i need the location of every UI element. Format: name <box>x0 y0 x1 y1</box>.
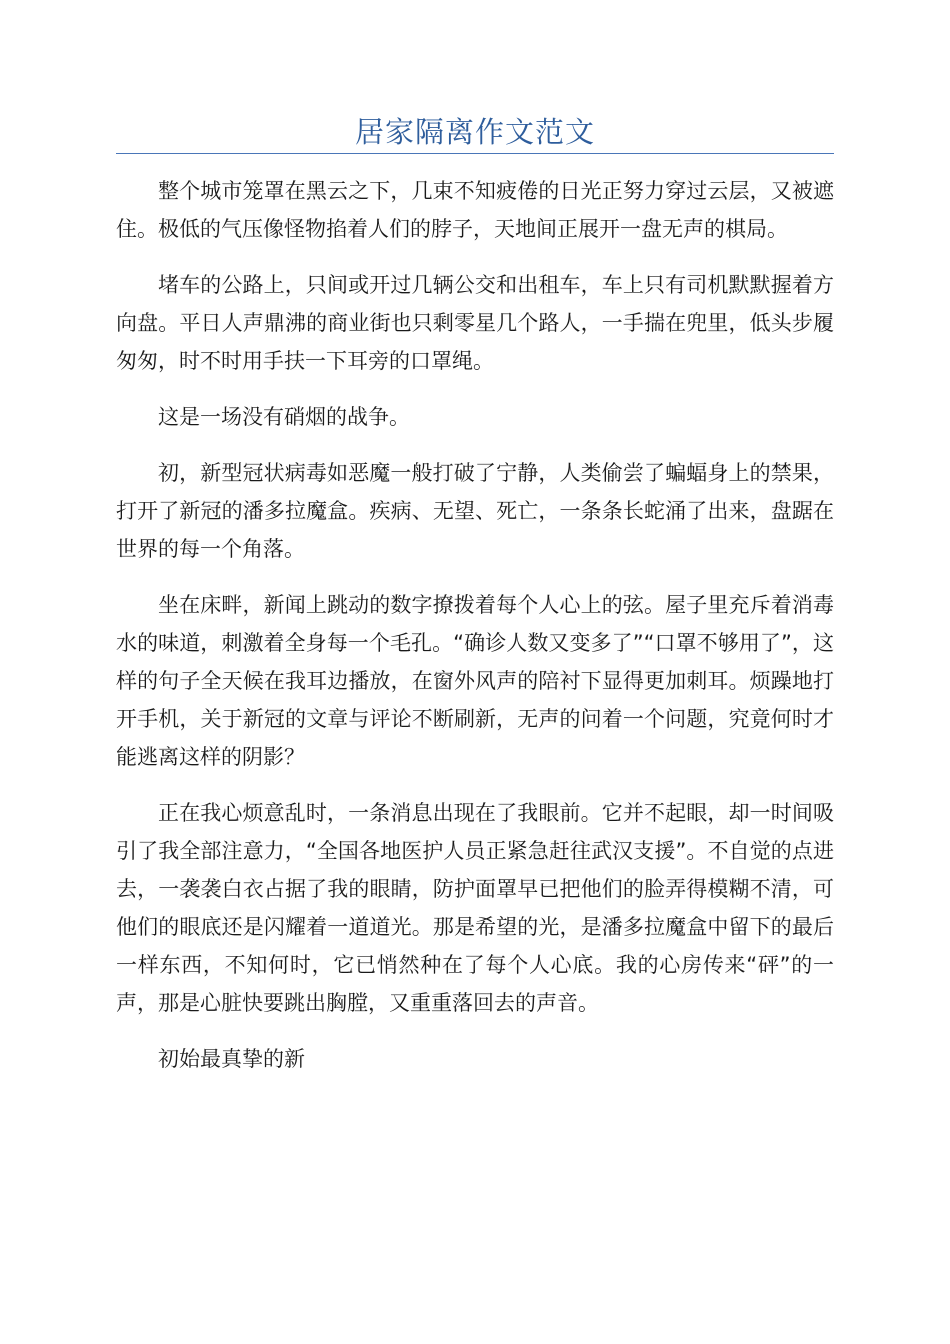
document-title: 居家隔离作文范文 <box>354 115 595 149</box>
paragraph-1: 整个城市笼罩在黑云之下，几束不知疲倦的日光正努力穿过云层，又被遮住。极低的气压像怪物掐着人们的脖子，天地间正展开一盘无声的棋局。 <box>116 179 834 241</box>
paragraph-5: 坐在床畔，新闻上跳动的数字撩拨着每个人心上的弦。屋子里充斥着消毒水的味道，刺激着全身每一个毛孔。“确诊人数又变多了”“口罩不够用了”，这样的句子全天候在我耳边播放，在窗外风声的陪衬下显得更加刺耳。烦躁地打开手机，关于新冠的文章与评论不断刷新，无声的问着一个问题，究竟何时才能逃离这样的阴影？ <box>116 593 834 769</box>
paragraph-3: 这是一场没有硝烟的战争。 <box>158 405 410 429</box>
paragraph-6: 正在我心烦意乱时，一条消息出现在了我眼前。它并不起眼，却一时间吸引了我全部注意力，“全国各地医护人员正紧急赶往武汉支援”。不自觉的点进去，一袭袭白衣占据了我的眼睛，防护面罩早已把他们的脸弄得模糊不清，可他们的眼底还是闪耀着一道道光。那是希望的光，是潘多拉魔盒中留下的最后一样东西，不知何时，它已悄然种在了每个人心底。我的心房传来“砰”的一声，那是心脏快要跳出胸膛，又重重落回去的声音。 <box>116 801 834 1015</box>
paragraph-2: 堵车的公路上，只间或开过几辆公交和出租车，车上只有司机默默握着方向盘。平日人声鼎沸的商业街也只剩零星几个路人，一手揣在兜里，低头步履匆匆，时不时用手扶一下耳旁的口罩绳。 <box>116 273 834 373</box>
paragraph-4: 初，新型冠状病毒如恶魔一般打破了宁静，人类偷尝了蝙蝠身上的禁果，打开了新冠的潘多拉魔盒。疾病、无望、死亡，一条条长蛇涌了出来，盘踞在世界的每一个角落。 <box>116 461 834 561</box>
document-body <box>116 172 834 1096</box>
paragraph-7: 初始最真挚的新 <box>158 1047 305 1071</box>
title-underline <box>116 153 834 154</box>
